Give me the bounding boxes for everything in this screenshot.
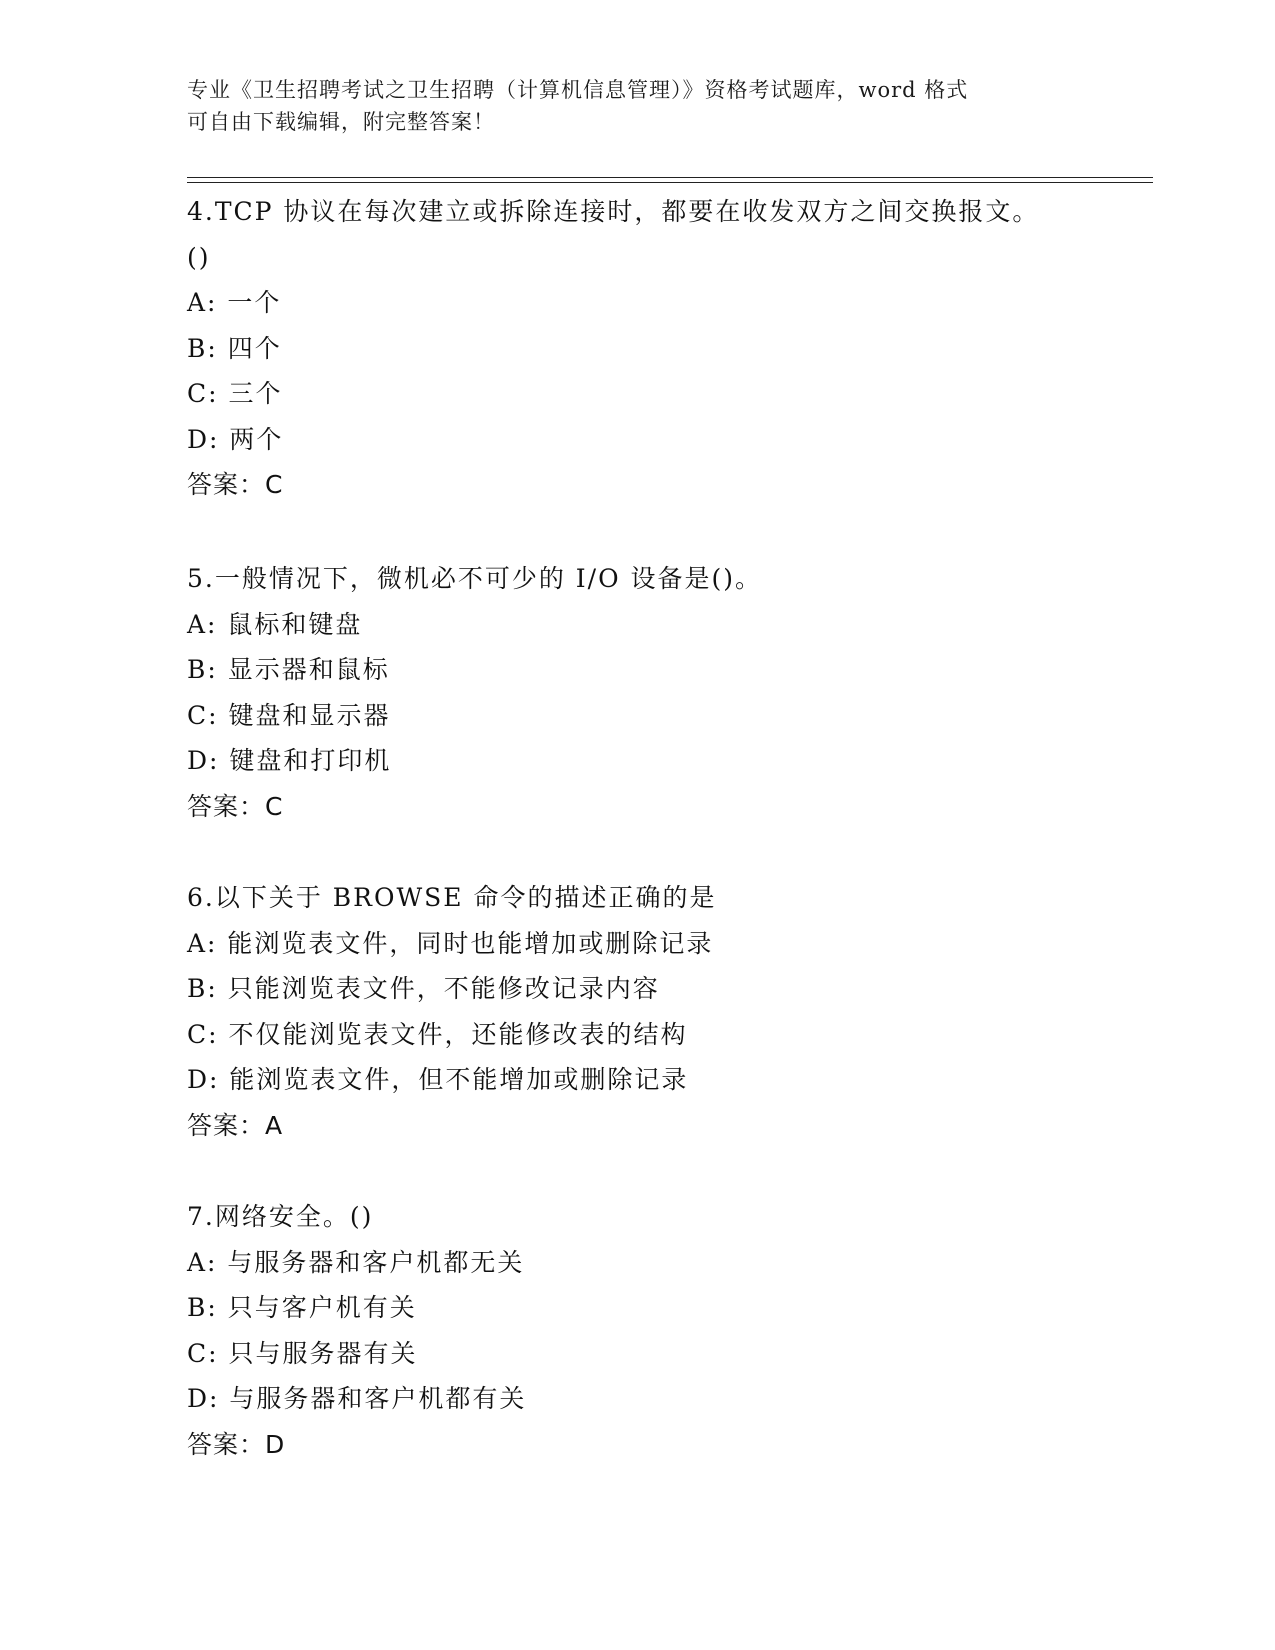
option-b: B: 四个 [187, 333, 282, 363]
question-stem-continued: () [187, 242, 211, 272]
question-7 [187, 1194, 1117, 1467]
option-d: D: 键盘和打印机 [187, 746, 392, 775]
option-a: A: 与服务器和客户机都无关 [187, 1247, 525, 1277]
option-a: A: 一个 [187, 288, 282, 317]
option-c: C: 键盘和显示器 [187, 700, 391, 730]
option-a: A: 能浏览表文件，同时也能增加或删除记录 [187, 928, 714, 958]
answer: 答案：C [187, 791, 284, 821]
answer: 答案：C [187, 470, 284, 499]
option-b: B: 只与客户机有关 [187, 1293, 417, 1322]
header-line-2: 可自由下载编辑，附完整答案！ [187, 110, 495, 134]
question-6 [187, 875, 1117, 1148]
question-stem: 7.网络安全。() [187, 1202, 374, 1231]
header-divider-top [187, 177, 1153, 178]
question-4 [187, 189, 1117, 508]
option-c: C: 只与服务器有关 [187, 1338, 418, 1368]
question-stem: 5.一般情况下，微机必不可少的 I/O 设备是()。 [187, 564, 763, 593]
header-divider-bottom [187, 182, 1153, 183]
option-d: D: 能浏览表文件，但不能增加或删除记录 [187, 1065, 689, 1094]
option-d: D: 与服务器和客户机都有关 [187, 1384, 527, 1413]
option-b: B: 只能浏览表文件，不能修改记录内容 [187, 974, 660, 1003]
answer: 答案：A [187, 1110, 284, 1140]
question-5 [187, 556, 1117, 829]
question-stem: 6.以下关于 BROWSE 命令的描述正确的是 [187, 883, 717, 912]
header-line-1: 专业《卫生招聘考试之卫生招聘（计算机信息管理）》资格考试题库，word 格式 [187, 78, 969, 102]
option-a: A: 鼠标和键盘 [187, 609, 363, 639]
option-b: B: 显示器和鼠标 [187, 655, 390, 684]
option-d: D: 两个 [187, 424, 284, 454]
option-c: C: 不仅能浏览表文件，还能修改表的结构 [187, 1019, 688, 1049]
answer: 答案：D [187, 1429, 286, 1459]
document-header [187, 74, 1067, 138]
question-stem: 4.TCP 协议在每次建立或拆除连接时，都要在收发双方之间交换报文。 [187, 197, 1040, 226]
option-c: C: 三个 [187, 379, 283, 408]
